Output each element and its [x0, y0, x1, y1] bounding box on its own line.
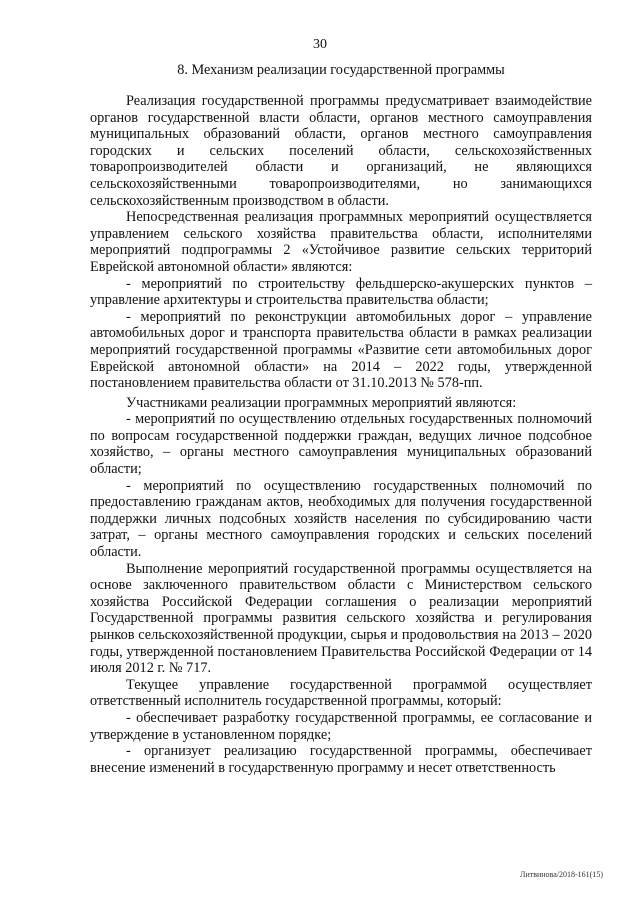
paragraph-current-management: Текущее управление государственной программой осуществляет ответственный исполнитель государственной программы, который:	[90, 676, 592, 710]
document-footer-code: Литвинова/2018-161(15)	[520, 870, 603, 879]
list-item-state-support: - мероприятий по осуществлению отдельных государственных полномочий по вопросам государственной поддержки граждан, ведущих личное подсобное хозяйство, – органы местного самоуправления муниципальных образований области;	[90, 411, 592, 478]
paragraph-direct-implementation: Непосредственная реализация программных мероприятий осуществляется управлением сельского хозяйства правительства области, исполнителями мероприятий подпрограммы 2 «Устойчивое развитие сельских территорий Еврейской автономной области» являются:	[90, 209, 592, 275]
paragraph-intro: Реализация государственной программы предусматривает взаимодействие органов государственной власти области, органов местного самоуправления муниципальных образований области, органов местного самоуправления городских и сельских поселений области, сельскохозяйственных товаропроизводителей области и организаций, не являющихся сельскохозяйственными товаропроизводителями, но занимающихся сельскохозяйственным производством в области.	[90, 93, 592, 209]
list-item-development: - обеспечивает разработку государственной программы, ее согласование и утверждение в установленном порядке;	[90, 709, 592, 743]
list-item-organization: - организует реализацию государственной программы, обеспечивает внесение изменений в государственную программу и несет ответственность	[90, 743, 592, 776]
list-item-acts-provision: - мероприятий по осуществлению государственных полномочий по предоставлению гражданам актов, необходимых для получения государственной поддержки личных подсобных хозяйств населения по субсидированию части затрат, – органы местного самоуправления городских и сельских поселений области.	[90, 477, 592, 561]
paragraph-agreement: Выполнение мероприятий государственной программы осуществляется на основе заключенного правительством области с Министерством сельского хозяйства Российской Федерации соглашения о реализации мероприятий Государственной программы развития сельского хозяйства и регулирования рынков сельскохозяйственной продукции, сырья и продовольствия на 2013 – 2020 годы, утвержденной постановлением Правительства Российской Федерации от 14 июля 2012 г. № 717.	[90, 560, 592, 677]
section-title: 8. Механизм реализации государственной программы	[177, 62, 505, 78]
document-body	[90, 93, 592, 776]
list-item-fap-construction: - мероприятий по строительству фельдшерско-акушерских пунктов – управление архитектуры и строительства правительства области;	[90, 275, 592, 309]
list-item-road-reconstruction: - мероприятий по реконструкции автомобильных дорог – управление автомобильных дорог и транспорта правительства области в рамках реализации мероприятий государственной программы «Развитие сети автомобильных дорог Еврейской автономной области» на 2014 – 2022 годы, утвержденной постановлением правительства области от 31.10.2013 № 578-пп.	[90, 308, 592, 392]
page-number: 30	[313, 37, 327, 52]
paragraph-participants: Участниками реализации программных мероприятий являются:	[126, 394, 517, 411]
